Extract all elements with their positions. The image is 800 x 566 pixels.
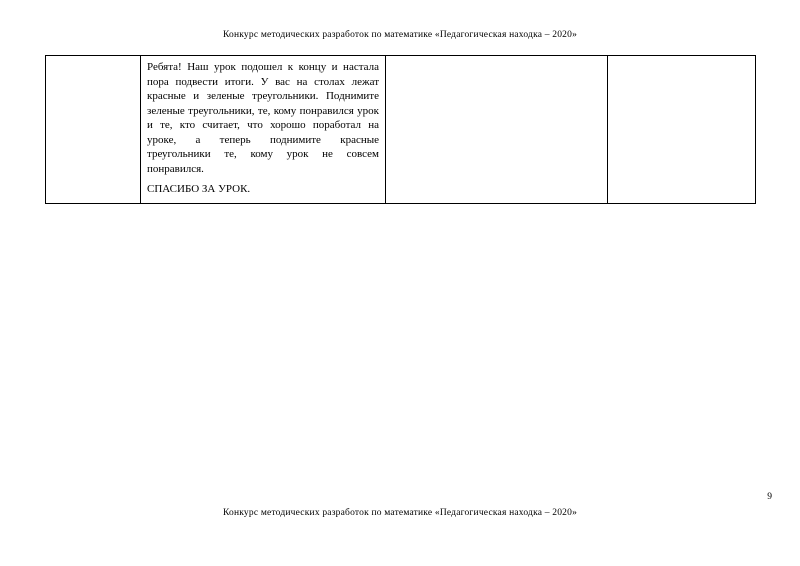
table-cell-notes (608, 56, 756, 204)
page-footer: Конкурс методических разработок по математике «Педагогическая находка – 2020» (222, 508, 578, 518)
table-cell-teacher-activity (141, 56, 386, 204)
thanks-line: СПАСИБО ЗА УРОК. (147, 183, 251, 195)
table-cell-stage (46, 56, 141, 204)
teacher-speech-paragraph: Ребята! Наш урок подошел к концу и настала пора подвести итоги. У вас на столах лежат красные и зеленые треугольники. Поднимите зеленые треугольники, те, кому понравился урок и те, кто считает, что хорошо поработал на уроке, а теперь поднимите красные треугольники те, кому урок не совсем понравился. (147, 61, 379, 175)
table-row (46, 56, 756, 204)
table-cell-student-activity (386, 56, 608, 204)
page-header: Конкурс методических разработок по математике «Педагогическая находка – 2020» (222, 30, 578, 40)
content-table (45, 55, 756, 204)
page-number: 9 (767, 492, 772, 502)
